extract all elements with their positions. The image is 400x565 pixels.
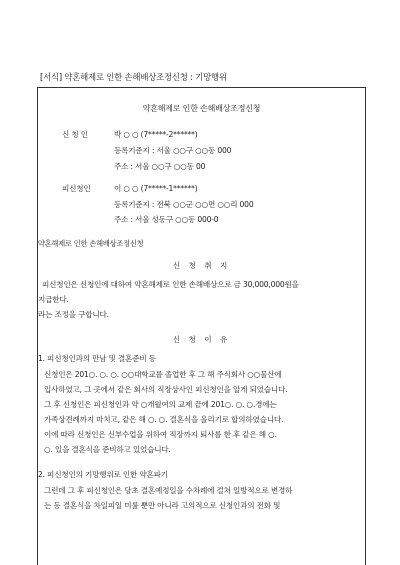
paragraph-line: 는 등 결혼식을 차일피일 미룰 뿐만 아니라 고의적으로 신청인과의 전화 및 [44, 501, 281, 510]
section-title: 2. 피신청인의 기망행위로 인한 약혼파기 [38, 470, 168, 479]
applicant-registry: 등록기준지 : 서울 ○○구 ○○동 000 [114, 146, 232, 155]
respondent-address: 주소 : 서울 성동구 ○○동 000-0 [114, 215, 219, 224]
section-title: 1. 피신청인과의 만남 및 결혼준비 등 [38, 354, 156, 363]
paragraph-line: 입사하였고, 그 곳에서 같은 회사의 직장상사인 피신청인을 알게 되었습니다. [44, 385, 288, 394]
document-frame [37, 87, 366, 565]
respondent-label: 피신청인 [62, 184, 91, 193]
respondent-registry: 등록기준지 : 전북 ○○군 ○○면 ○○리 000 [114, 200, 254, 209]
document-title: 약혼해제로 인한 손해배상조정신청 [142, 104, 261, 113]
form-caption: [서식] 약혼해제로 인한 손해배상조정신청 : 기망행위 [40, 72, 227, 82]
purpose-line: 지급한다. [38, 295, 69, 304]
paragraph-line: 신청인은 201○. ○. ○. ○○대학교를 졸업한 후 그 해 주식회사 ○○물산에 [44, 370, 282, 379]
paragraph-line: 이에 따라 신청인은 신부수업을 위하여 직장까지 퇴사를 한 후 같은 해 ○. [44, 430, 277, 439]
respondent-name: 이 ○ ○ (7*****-1******) [114, 184, 198, 193]
paragraph-line: 그런데 그 후 피신청인은 당초 결혼예정일을 수차례에 걸쳐 일방적으로 변경하 [44, 486, 293, 495]
paragraph-line: 가족상견례까지 마치고, 같은 해 ○. ○. 결혼식을 올리기로 합의하였습니다. [44, 415, 284, 424]
applicant-address: 주소 : 서울 ○○구 ○○동 00 [114, 162, 206, 171]
applicant-name: 박 ○ ○ (7*****-2******) [114, 130, 198, 139]
applicant-label: 신 청 인 [62, 130, 88, 139]
purpose-line: 라는 조정을 구합니다. [38, 310, 109, 319]
reasons-heading: 신 청 이 유 [172, 335, 231, 344]
purpose-line: 피신청인은 신청인에 대하여 약혼해제로 인한 손해배상으로 금 30,000,000원을 [42, 280, 299, 289]
paragraph-line: ○. 있을 결혼식을 준비하고 있었습니다. [44, 445, 171, 454]
case-subject: 약혼해제로 인한 손해배상조정신청 [38, 239, 144, 248]
paragraph-line: 그 후 신청인은 피신청인과 약 ○개월여의 교제 끝에 201○. ○. ○.경에는 [44, 400, 277, 409]
purpose-heading: 신 청 취 지 [172, 261, 231, 270]
